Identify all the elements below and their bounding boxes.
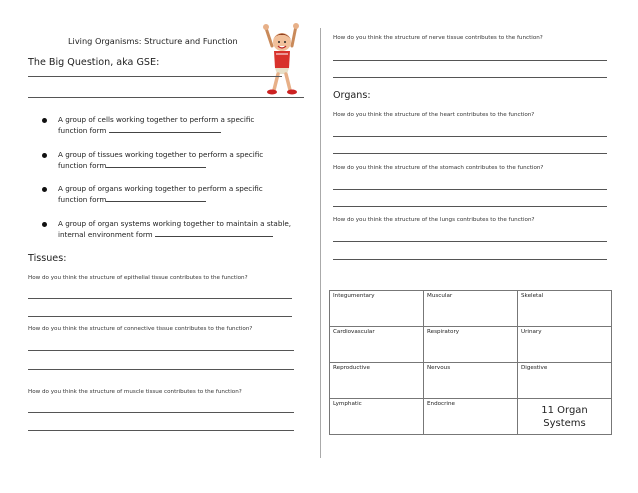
organ-system-cell[interactable]: Skeletal bbox=[518, 291, 612, 327]
organ-system-cell[interactable]: Integumentary bbox=[330, 291, 424, 327]
stomach-question: How do you think the structure of the stomach contributes to the function? bbox=[333, 165, 544, 171]
organ-systems-table bbox=[329, 290, 612, 435]
organ-system-cell[interactable]: Respiratory bbox=[424, 327, 518, 363]
fill-in-blank[interactable] bbox=[109, 126, 221, 133]
bullet-icon bbox=[42, 222, 47, 227]
answer-line[interactable] bbox=[333, 77, 607, 78]
answer-line[interactable] bbox=[28, 97, 304, 98]
fill-in-blank[interactable] bbox=[106, 195, 206, 202]
cartoon-kid-icon bbox=[252, 22, 312, 96]
answer-line[interactable] bbox=[333, 241, 607, 242]
connective-question: How do you think the structure of connective tissue contributes to the function? bbox=[28, 326, 253, 332]
fill-in-blank[interactable] bbox=[106, 161, 206, 168]
answer-line[interactable] bbox=[28, 369, 294, 370]
answer-line[interactable] bbox=[28, 430, 294, 431]
lungs-question: How do you think the structure of the lungs contributes to the function? bbox=[333, 217, 535, 223]
organs-heading: Organs: bbox=[333, 90, 371, 101]
worksheet-title: Living Organisms: Structure and Function bbox=[68, 36, 238, 46]
answer-line[interactable] bbox=[333, 153, 607, 154]
big-question-label: The Big Question, aka GSE: bbox=[28, 57, 160, 68]
answer-line[interactable] bbox=[333, 136, 607, 137]
column-divider bbox=[320, 28, 321, 458]
nerve-question: How do you think the structure of nerve tissue contributes to the function? bbox=[333, 35, 543, 41]
organ-system-cell[interactable]: Reproductive bbox=[330, 363, 424, 399]
bullet-item-tissues: A group of tissues working together to perform a specific function form bbox=[58, 150, 264, 170]
organ-systems-label: 11 Organ Systems bbox=[518, 399, 612, 435]
bullet-item-organs: A group of organs working together to perform a specific function form bbox=[58, 184, 263, 204]
bullet-icon bbox=[42, 187, 47, 192]
answer-line[interactable] bbox=[333, 60, 607, 61]
answer-line[interactable] bbox=[28, 350, 294, 351]
answer-line[interactable] bbox=[333, 206, 607, 207]
organ-system-cell[interactable]: Cardiovascular bbox=[330, 327, 424, 363]
bullet-item-organ-systems: A group of organ systems working together to maintain a stable, internal environment form bbox=[58, 219, 292, 239]
organ-system-cell[interactable]: Nervous bbox=[424, 363, 518, 399]
tissues-heading: Tissues: bbox=[28, 253, 67, 264]
organ-system-cell[interactable]: Lymphatic bbox=[330, 399, 424, 435]
organ-system-cell[interactable]: Digestive bbox=[518, 363, 612, 399]
answer-line[interactable] bbox=[28, 412, 294, 413]
answer-line[interactable] bbox=[333, 189, 607, 190]
organ-system-cell[interactable]: Endocrine bbox=[424, 399, 518, 435]
heart-question: How do you think the structure of the heart contributes to the function? bbox=[333, 112, 535, 118]
organ-system-cell[interactable]: Urinary bbox=[518, 327, 612, 363]
answer-line[interactable] bbox=[333, 259, 607, 260]
muscle-question: How do you think the structure of muscle tissue contributes to the function? bbox=[28, 389, 242, 395]
bullet-icon bbox=[42, 153, 47, 158]
answer-line[interactable] bbox=[28, 76, 282, 77]
organ-system-cell[interactable]: Muscular bbox=[424, 291, 518, 327]
bullet-icon bbox=[42, 118, 47, 123]
fill-in-blank[interactable] bbox=[155, 230, 273, 237]
bullet-item-cells: A group of cells working together to perform a specific function form bbox=[58, 115, 255, 135]
answer-line[interactable] bbox=[28, 298, 292, 299]
answer-line[interactable] bbox=[28, 316, 292, 317]
epithelial-question: How do you think the structure of epithelial tissue contributes to the function? bbox=[28, 275, 248, 281]
